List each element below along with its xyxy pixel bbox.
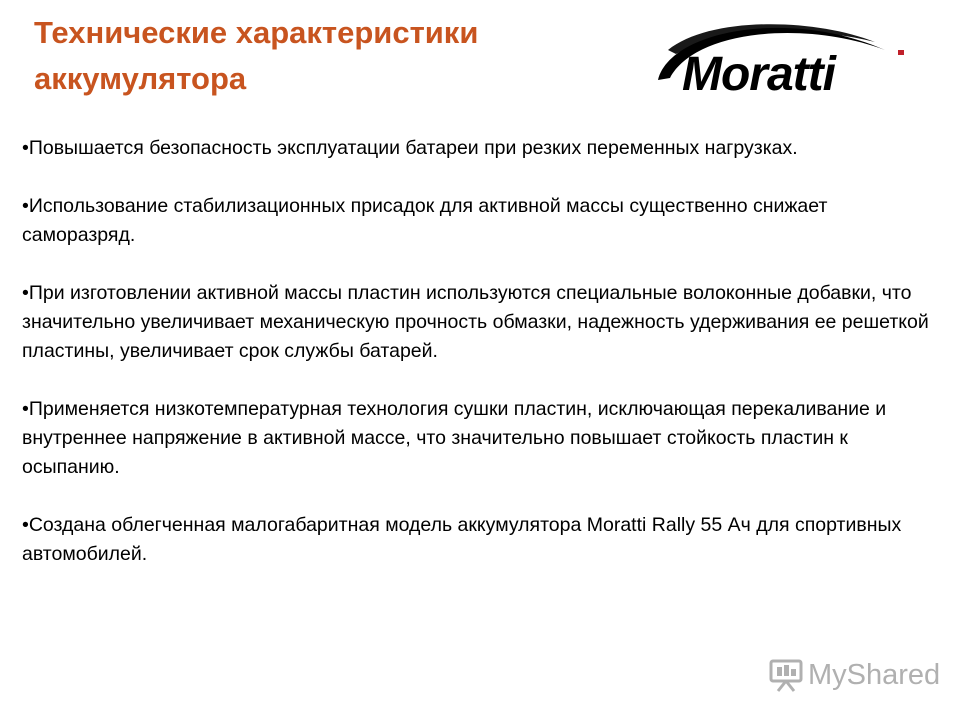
list-item: •Применяется низкотемпературная технология сушки пластин, исключающая перекаливание и внутреннее напряжение в активной массе, что значительно повышает стойкость пластин к осыпанию. — [22, 398, 887, 478]
list-item: •Создана облегченная малогабаритная модель аккумулятора Moratti Rally 55 Ач для спортивных автомобилей. — [22, 514, 902, 565]
svg-text:Moratti: Moratti — [682, 48, 835, 101]
list-item: •При изготовлении активной массы пластин используются специальные волоконные добавки, что значительно увеличивает механическую прочность обмазки, надежность удерживания ее решеткой пластины, увеличивает срок службы батарей. — [22, 282, 929, 362]
title-line-1: Технические характеристики — [34, 15, 479, 50]
myshared-watermark — [768, 656, 941, 696]
list-item: •Использование стабилизационных присадок для активной массы существенно снижает саморазряд. — [22, 195, 828, 246]
features-list — [22, 134, 932, 598]
moratti-logo — [640, 10, 920, 110]
title-line-2: аккумулятора — [34, 61, 247, 96]
page-title — [34, 10, 634, 102]
list-item: •Повышается безопасность эксплуатации батареи при резких переменных нагрузках. — [22, 137, 798, 159]
presentation-board-icon — [768, 658, 804, 692]
watermark-text: MyShared — [808, 659, 941, 691]
